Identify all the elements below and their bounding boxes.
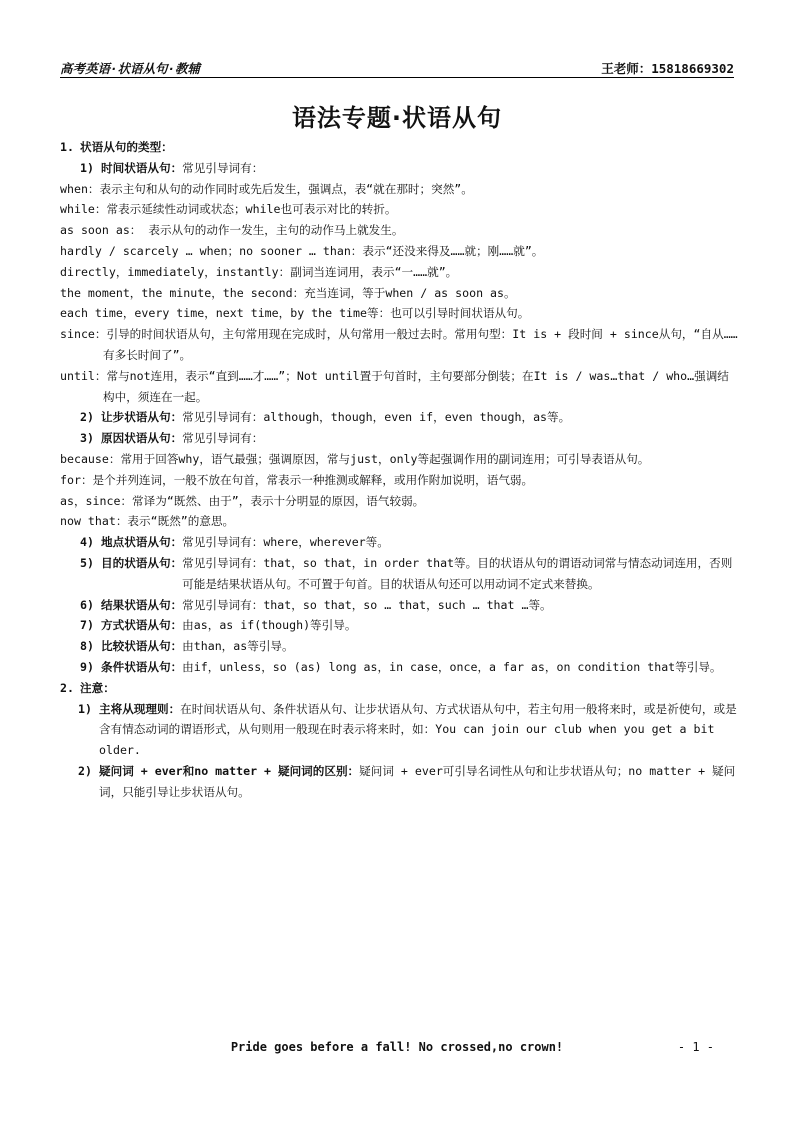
clause-type-label: 方式状语从句：: [101, 618, 183, 633]
footer-motto: Pride goes before a fall! No crossed,no crown!: [230, 1040, 564, 1054]
section-heading-notes: [60, 678, 740, 699]
note-body: [99, 761, 740, 803]
clause-type-manner: [60, 615, 740, 636]
clause-type-label: 时间状语从句：: [101, 160, 183, 175]
page-header: [60, 57, 734, 78]
header-right-contact: 王老师：15818669302: [601, 61, 734, 76]
item-number: 1): [78, 701, 92, 716]
page-title: 语法专题·状语从句: [291, 104, 503, 132]
clause-type-text: 常见引导词有：that，so that，so … that，such … that …等。: [182, 597, 552, 612]
clause-type-label: 目的状语从句：: [101, 555, 183, 570]
clause-type-label: 地点状语从句：: [101, 535, 183, 550]
header-left-title: 高考英语·状语从句·教辅: [60, 61, 201, 76]
note-label: 主将从现理则：: [99, 701, 181, 716]
note-text: 疑问词 + ever可引导名词性从句和让步状语从句；no matter + 疑问词，只能引导让步状语从句。: [99, 763, 736, 799]
note-text: 在时间状语从句、条件状语从句、让步状语从句、方式状语从句中，若主句用一般将来时，或是祈使句，或是含有情态动词的谓语形式，从句则用一般现在时表示将来时，如：You can join our club when you get a bit older.: [99, 701, 737, 758]
section-number: 2.: [60, 680, 74, 695]
clause-type-label: 让步状语从句：: [101, 410, 183, 425]
clause-type-text: 常见引导词有：that，so that，in order that等。目的状语从句的谓语动词常与情态动词连用，否则可能是结果状语从句。不可置于句首。目的状语从句还可以用动词不定式来替换。: [182, 555, 733, 591]
clause-type-text: 常见引导词有：: [182, 431, 264, 446]
list-item: directly，immediately，instantly：副词当连词用，表示“一……就”。: [60, 264, 458, 279]
section-number: 1.: [60, 140, 74, 154]
list-item: now that：表示“既然”的意思。: [60, 514, 235, 529]
clause-type-label: 结果状语从句：: [101, 597, 183, 612]
section-heading-types: [60, 137, 740, 158]
clause-type-condition: [60, 657, 740, 678]
clause-type-reason: [60, 428, 740, 449]
clause-type-text: 由if，unless，so (as) long as，in case，once，a far as，on condition that等引导。: [182, 659, 722, 674]
clause-type-text: 常见引导词有：although，though，even if，even though，as等。: [182, 410, 571, 425]
clause-type-text: 常见引导词有：: [182, 160, 264, 175]
item-number: 7): [80, 618, 94, 633]
list-item: as，since：常译为“既然、由于”，表示十分明显的原因，语气较弱。: [60, 493, 425, 508]
list-item: the moment，the minute，the second：充当连词，等于when / as soon as。: [60, 285, 516, 300]
clause-type-text: 由as，as if(though)等引导。: [182, 618, 357, 633]
clause-type-place: [60, 532, 740, 553]
list-item: hardly / scarcely … when；no sooner … than：表示“还没来得及……就；刚……就”。: [60, 243, 544, 258]
note-item: [60, 699, 740, 761]
section-heading-text: 注意：: [80, 680, 115, 695]
note-body: [99, 699, 740, 761]
item-number: 6): [80, 597, 94, 612]
item-number: 8): [80, 639, 94, 654]
note-label: 疑问词 + ever和no matter + 疑问词的区别：: [99, 763, 360, 778]
item-number: 3): [80, 431, 94, 446]
clause-type-text: 由than，as等引导。: [182, 639, 294, 654]
item-number: 2): [78, 763, 92, 778]
clause-type-label: 条件状语从句：: [101, 659, 183, 674]
page-number: - 1 -: [677, 1040, 714, 1054]
list-item: while：常表示延续性动词或状态；while也可表示对比的转折。: [60, 202, 397, 217]
list-item: for：是个并列连词，一般不放在句首，常表示一种推测或解释，或用作附加说明，语气弱。: [60, 472, 534, 487]
list-item: as soon as： 表示从句的动作一发生，主句的动作马上就发生。: [60, 223, 404, 238]
clause-type-label: 原因状语从句：: [101, 431, 183, 446]
item-number: 9): [80, 659, 94, 674]
list-item: when：表示主句和从句的动作同时或先后发生，强调点，表“就在那时；突然”。: [60, 181, 473, 196]
clause-type-text: 常见引导词有：where，wherever等。: [182, 535, 389, 550]
item-number: 4): [80, 535, 94, 550]
list-item: because：常用于回答why，语气最强；强调原因，常与just，only等起强调作用的副词连用；可引导表语从句。: [60, 451, 650, 466]
note-item: [60, 761, 740, 803]
list-item: each time，every time，next time，by the time等：也可以引导时间状语从句。: [60, 306, 530, 321]
clause-type-comparison: [60, 636, 740, 657]
clause-type-concession: [60, 407, 740, 428]
document-body: [60, 137, 740, 803]
clause-type-result: [60, 595, 740, 616]
list-item: until：常与not连用，表示“直到……才……”；Not until置于句首时，主句要部分倒装；在It is / was…that / who…强调结构中，须连在一起。: [60, 368, 729, 404]
clause-type-purpose: [60, 553, 740, 595]
clause-type-label: 比较状语从句：: [101, 639, 183, 654]
item-number: 1): [80, 160, 94, 175]
list-item: since：引导的时间状语从句，主句常用现在完成时，从句常用一般过去时。常用句型：It is + 段时间 + since从句，“自从……有多长时间了”。: [60, 327, 738, 362]
section-heading-text: 状语从句的类型：: [80, 140, 173, 154]
item-number: 5): [80, 555, 94, 570]
item-number: 2): [80, 410, 94, 425]
clause-type-time: [60, 158, 740, 179]
